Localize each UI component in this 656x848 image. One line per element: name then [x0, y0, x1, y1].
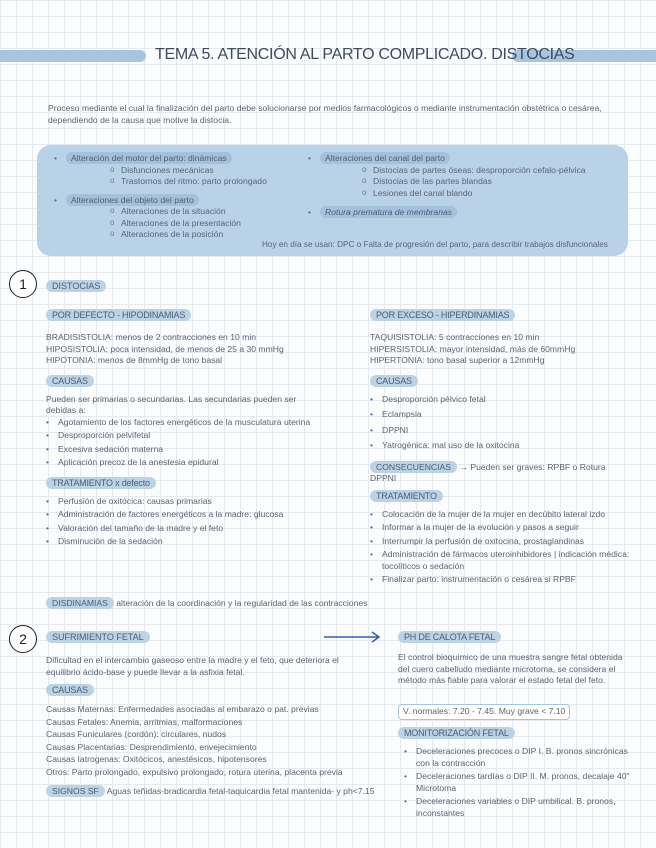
section-2-heading: SUFRIMIENTO FETAL — [46, 631, 150, 643]
box-right-group-1: • Alteraciones del canal del parto — [308, 153, 618, 165]
title-bar-left — [0, 50, 146, 62]
intro-paragraph: Proceso mediante el cual la finalización del parto debe solucionarse por medios farmacológicos o mediante instrumentación obstétrica o cesárea, dependiendo de la causa que motive la distocia. — [48, 103, 602, 125]
section-2-left: Dificultad en el intercambio gaseoso entre la madre y el feto, que deteriora el equilibrio ácido-base y puede llevar a la asfixia fetal. CAUSAS Causas Maternas: Enfermedades asociadas al embarazo o pat. previas Causas Fetales: Anemia, arritmias, malformaciones Causas Funiculares (cordón): circulares, nudos Causas Placentarias: Desprendimiento, envejecimiento Causas Iatrogenas: Oxitócicos, anestésicos, hipotensores Otros: Parto prolongado, expulsivo prolongado, rotura uterina, placenta previa SIGNOS SF Aguas teñidas-bradicardia fetal-taquicardia fetal mantenida- y ph<7.15 — [46, 655, 375, 796]
right-causes-list: • Desproporción pélvico fetal • Eclampsia • DPPNI • Yatrogénica: mal uso de la oxitocina — [370, 394, 630, 452]
consequences: CONSECUENCIAS → Pueden ser graves: RPBF o Rotura DPPNI — [370, 461, 606, 483]
section-1-left: POR DEFECTO - HIPODINAMIAS BRADISISTOLIA: menos de 2 contracciones en 10 min HIPOSISTOLIA: poca intensidad, de menos de 25 a 30 mmHg HIPOTONIA: menos de 8mmHg de tono basal CAUSAS Pueden ser primarias o secundarias. Las secundarias pueden ser debidas a: • Agotamiento de los factores energéticos de la musculatura uterina • Desproporción pelvifetal • Excesiva sedación materna • Aplicación precoz de la anestesia epidural TRATAMIENTO x defecto • Perfusión de oxitócica: causas primarias • Administración de factores energéticos a la madre: glucosa • Valoración del tamaño de la madre y el feto • Disminución de la sedación — [46, 310, 346, 548]
right-treatment-list: • Colocación de la mujer de la mujer en decúbito lateral izdo • Informar a la mujer de la evolución y pasos a seguir • Interrumpir la perfusión de oxitocina, prostaglandinas • Administración de fármacos uteroinhibidores | indicación médica: tocolíticos o sedación • Finalizar parto: instrumentación o cesárea si RPBF — [370, 509, 630, 586]
arrow-right-icon — [322, 630, 384, 644]
box-left-group-2: • Alteraciones del objeto del parto — [54, 195, 304, 207]
box-right-group-2: • Rotura prematura de membranas — [308, 207, 618, 219]
box-right-column: • Alteraciones del canal del parto o Distocias de partes óseas: desproporción cefalo-pélvica o Distocias de las partes blandas o Lesiones del canal blando • Rotura prematura de membranas — [308, 153, 618, 219]
arrow-icon: → — [459, 461, 471, 472]
sf-signs: SIGNOS SF Aguas teñidas-bradicardia fetal-taquicardia fetal mantenida- y ph<7.15 — [46, 786, 376, 798]
box-left-group-1: • Alteración del motor del parto: dinámicas — [54, 153, 304, 165]
sf-causes-list: Causas Maternas: Enfermedades asociadas al embarazo o pat. previas Causas Fetales: Anemia, arritmias, malformaciones Causas Funiculares (cordón): circulares, nudos Causas Placentarias: Desprendimiento, envejecimiento Causas Iatrogenas: Oxitócicos, anestésicos, hipotensores Otros: Parto prolongado, expulsivo prolongado, rotura uterina, placenta previa — [46, 704, 343, 777]
left-causes-list: • Agotamiento de los factores energéticos de la musculatura uterina • Desproporción pelvifetal • Excesiva sedación materna • Aplicación precoz de la anestesia epidural — [46, 417, 316, 469]
box-note: Hoy en día se usan: DPC o Falta de progresión del parto, para describir trabajos disfuncionales — [262, 240, 608, 249]
monitor-list: • Deceleraciones precoces o DIP I. B. pronos sincrónicas con la contracción • Deceleraciones tardías o DIP II. M. pronos, decalaje 40" Microtoma • Deceleraciones variables o DIP umbilical. B. pronos, inconstantes — [398, 746, 630, 819]
section-1-number: 1 — [9, 270, 37, 298]
left-treatment-list: • Perfusión de oxitócica: causas primarias • Administración de factores energéticos a la madre: glucosa • Valoración del tamaño de la madre y el feto • Disminución de la sedación — [46, 496, 346, 548]
section-2-right: PH DE CALOTA FETAL El control bioquímico de una muestra sangre fetal obtenida del cuero cabelludo mediante microtoma, se considera el método más fiable para valorar el estado fetal del feto. — [398, 632, 623, 685]
page-title: TEMA 5. ATENCIÓN AL PARTO COMPLICADO. DISTOCIAS — [155, 46, 575, 63]
section-1-heading: DISTOCIAS — [46, 280, 106, 292]
box-left-column: • Alteración del motor del parto: dinámicas o Disfunciones mecánicas o Trastornos del ritmo: parto prolongado • Alteraciones del objeto del parto o Alteraciones de la situación o Alteraciones de la presentación o Alteraciones de la posición — [54, 153, 304, 241]
disdinamias-line: DISDINAMIAS alteración de la coordinación y la regularidad de las contracciones — [46, 598, 626, 610]
section-2-number: 2 — [9, 625, 37, 653]
section-1-right: POR EXCESO - HIPERDINAMIAS TAQUISISTOLIA: 5 contracciones en 10 min HIPERSISTOLIA: mayor intensidad, más de 60mmHg HIPERTONIA: tono basal superior a 12mmHg CAUSAS • Desproporción pélvico fetal • Eclampsia • DPPNI • Yatrogénica: mal uso de la oxitocina CONSECUENCIAS → Pueden ser graves: RPBF o Rotura DPPNI TRATAMIENTO • Colocación de la mujer de la mujer en decúbito lateral izdo • Informar a la mujer de la evolución y pasos a seguir • Interrumpir la perfusión de oxitocina, prostaglandinas • Administración de fármacos uteroinhibidores | indicación médica: tocolíticos o sedación • Finalizar parto: instrumentación o cesárea si RPBF — [370, 310, 630, 586]
ph-values: V. normales: 7.20 - 7.45. Muy grave < 7.10 — [398, 704, 570, 720]
monitorizacion: MONITORIZACIÓN FETAL • Deceleraciones precoces o DIP I. B. pronos sincrónicas con la contracción • Deceleraciones tardías o DIP II. M. pronos, decalaje 40" Microtoma • Deceleraciones variables o DIP umbilical. B. pronos, inconstantes — [398, 728, 630, 819]
